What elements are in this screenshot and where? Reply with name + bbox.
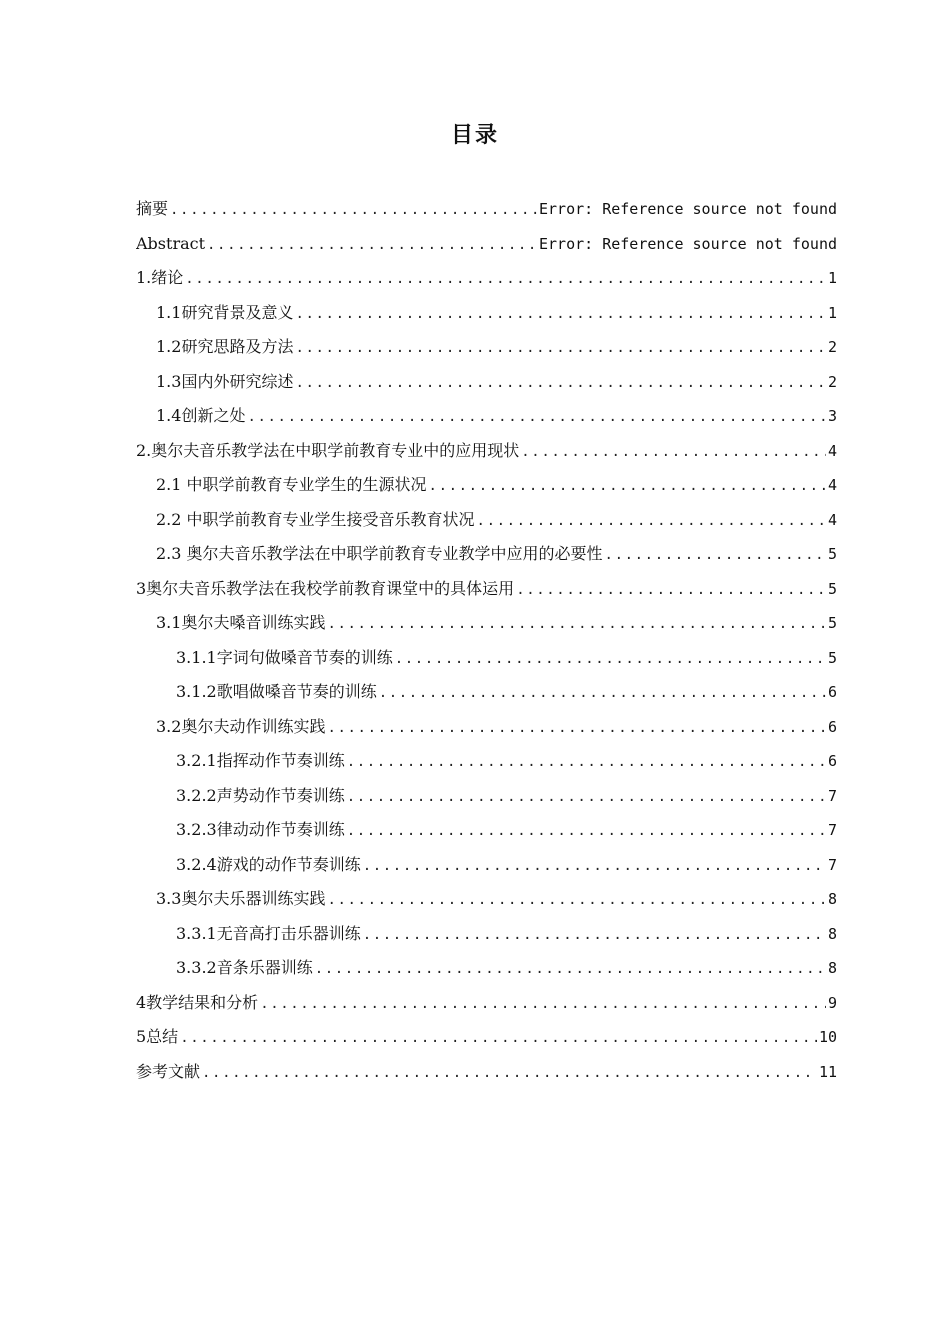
toc-page-number: 6 [827, 683, 837, 701]
toc-entry[interactable] [136, 779, 837, 814]
toc-entry-label: 2.奥尔夫音乐教学法在中职学前教育专业中的应用现状 [136, 440, 520, 460]
toc-page-number: 1 [827, 303, 837, 322]
toc-page-number: 8 [827, 959, 837, 977]
toc-entry-label: 3.2.4游戏的动作节奏训练 [176, 854, 361, 874]
table-of-contents [136, 192, 837, 1089]
toc-entry-label: 3.3.1无音高打击乐器训练 [176, 923, 361, 943]
toc-page-number: 4 [827, 476, 837, 494]
toc-entry-label: 1.4创新之处 [156, 406, 246, 425]
toc-entry[interactable] [136, 641, 837, 676]
toc-dot-leader [260, 987, 826, 1021]
toc-entry-label: 3.1奥尔夫嗓音训练实践 [156, 613, 326, 632]
toc-entry-label: 4教学结果和分析 [136, 992, 259, 1012]
toc-dot-leader [315, 952, 826, 986]
toc-dot-leader [605, 538, 826, 572]
toc-entry[interactable] [136, 813, 837, 848]
toc-dot-leader [295, 297, 826, 331]
toc-entry-label: 3奥尔夫音乐教学法在我校学前教育课堂中的具体运用 [136, 578, 515, 598]
toc-dot-leader [347, 814, 826, 848]
toc-entry[interactable] [136, 572, 837, 607]
toc-entry-label: 2.2 中职学前教育专业学生接受音乐教育状况 [156, 509, 475, 529]
toc-entry[interactable] [136, 848, 837, 883]
toc-entry-label: 3.3.2音条乐器训练 [176, 958, 313, 977]
toc-entry-label: Abstract [136, 233, 206, 253]
toc-entry-label: 5总结 [136, 1027, 179, 1046]
toc-page-number: 2 [827, 372, 837, 391]
toc-page-number: 7 [827, 855, 837, 874]
toc-dot-leader [521, 435, 826, 469]
toc-entry-label: 2.3 奥尔夫音乐教学法在中职学前教育专业教学中应用的必要性 [156, 544, 603, 563]
toc-page-number: 1 [827, 269, 837, 287]
toc-page-number: Error: Reference source not found [538, 200, 837, 218]
toc-page-number: 7 [827, 821, 837, 839]
toc-entry-label: 2.1 中职学前教育专业学生的生源状况 [156, 475, 427, 494]
toc-entry[interactable] [136, 917, 837, 952]
toc-entry[interactable] [136, 606, 837, 641]
toc-entry[interactable] [136, 744, 837, 779]
toc-entry[interactable] [136, 710, 837, 745]
toc-entry-label: 3.3奥尔夫乐器训练实践 [156, 889, 326, 908]
toc-entry[interactable] [136, 227, 837, 262]
toc-entry[interactable] [136, 503, 837, 538]
toc-page-number: 7 [827, 786, 837, 805]
toc-entry[interactable] [136, 468, 837, 503]
toc-entry[interactable] [136, 434, 837, 469]
toc-dot-leader [363, 849, 826, 883]
toc-dot-leader [327, 711, 826, 745]
toc-page-number: 5 [827, 648, 837, 667]
toc-entry[interactable] [136, 1020, 837, 1055]
toc-entry[interactable] [136, 537, 837, 572]
toc-entry[interactable] [136, 192, 837, 227]
toc-entry-label: 1.3国内外研究综述 [156, 371, 294, 391]
toc-page-number: 5 [827, 579, 837, 598]
toc-entry-label: 3.1.1字词句做嗓音节奏的训练 [176, 647, 393, 667]
toc-entry-label: 3.2.3律动动作节奏训练 [176, 820, 345, 839]
toc-page-number: 8 [827, 924, 837, 943]
toc-entry[interactable] [136, 399, 837, 434]
toc-dot-leader [395, 642, 826, 676]
toc-dot-leader [180, 1021, 817, 1055]
toc-page-number: 10 [818, 1028, 837, 1046]
toc-dot-leader [363, 918, 826, 952]
toc-page-number: 5 [827, 545, 837, 563]
toc-dot-leader [295, 331, 826, 365]
toc-page-number: 6 [827, 752, 837, 770]
toc-page-number: 11 [818, 1062, 837, 1081]
toc-dot-leader [379, 676, 826, 710]
toc-page-number: 6 [827, 717, 837, 736]
toc-entry[interactable] [136, 365, 837, 400]
toc-dot-leader [327, 607, 826, 641]
toc-dot-leader [429, 469, 826, 503]
page-title: 目录 [450, 123, 499, 148]
toc-dot-leader [202, 1056, 817, 1090]
toc-entry[interactable] [136, 330, 837, 365]
toc-entry-label: 3.2奥尔夫动作训练实践 [156, 716, 326, 736]
toc-page-number: Error: Reference source not found [538, 234, 837, 253]
toc-entry-label: 1.1研究背景及意义 [156, 302, 294, 322]
toc-entry[interactable] [136, 986, 837, 1021]
toc-entry-label: 3.2.2声势动作节奏训练 [176, 785, 345, 805]
toc-dot-leader [295, 366, 826, 400]
toc-dot-leader [347, 745, 826, 779]
toc-entry[interactable] [136, 882, 837, 917]
toc-page-number: 3 [827, 407, 837, 425]
toc-dot-leader [207, 228, 537, 262]
toc-dot-leader [477, 504, 826, 538]
toc-page-number: 9 [827, 993, 837, 1012]
toc-page-number: 2 [827, 338, 837, 356]
toc-dot-leader [347, 780, 826, 814]
toc-dot-leader [516, 573, 826, 607]
toc-entry-label: 参考文献 [136, 1061, 201, 1081]
toc-dot-leader [185, 262, 826, 296]
toc-entry-label: 3.1.2歌唱做嗓音节奏的训练 [176, 682, 377, 701]
toc-dot-leader [327, 883, 826, 917]
toc-dot-leader [170, 193, 537, 227]
toc-page-number: 4 [827, 510, 837, 529]
toc-entry-label: 摘要 [136, 199, 169, 218]
toc-dot-leader [247, 400, 826, 434]
toc-entry[interactable] [136, 296, 837, 331]
toc-page-number: 5 [827, 614, 837, 632]
toc-entry-label: 3.2.1指挥动作节奏训练 [176, 751, 345, 770]
toc-entry[interactable] [136, 675, 837, 710]
toc-page-number: 4 [827, 441, 837, 460]
toc-entry[interactable] [136, 1055, 837, 1090]
toc-entry-label: 1.2研究思路及方法 [156, 337, 294, 356]
toc-page-number: 8 [827, 890, 837, 908]
toc-entry[interactable] [136, 951, 837, 986]
toc-entry[interactable] [136, 261, 837, 296]
toc-entry-label: 1.绪论 [136, 268, 184, 287]
